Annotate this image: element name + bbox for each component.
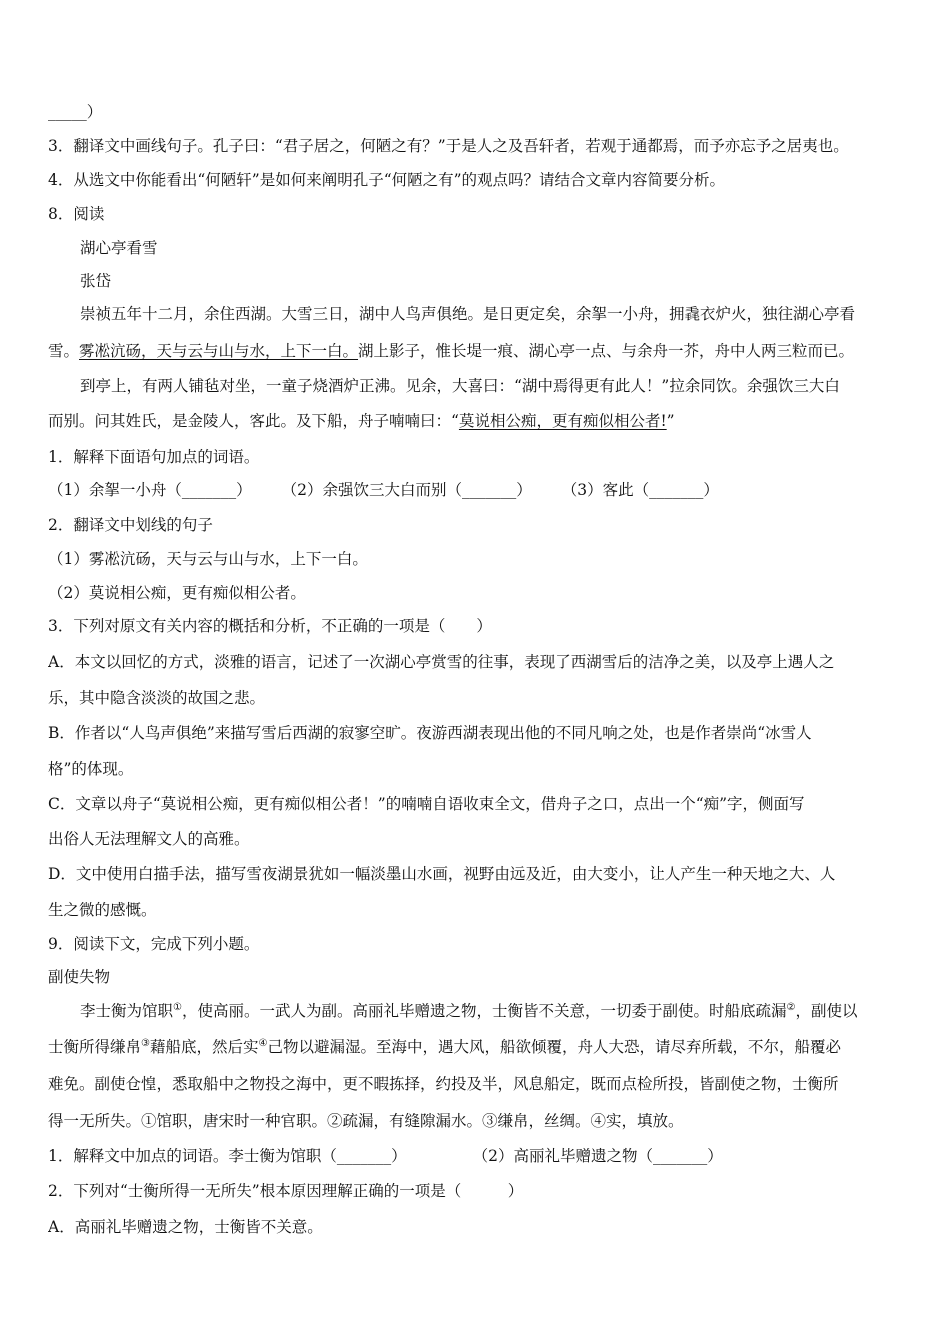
q8-passage-p2-line2 xyxy=(48,410,920,432)
q8-text: 而别。问其姓氏，是金陵人，客此。及下船，舟子喃喃曰：“ xyxy=(48,412,459,430)
q7-subquestion-3: 3．翻译文中画线句子。孔子曰：“君子居之，何陋之有？”于是人之及吾轩者，若观于通都焉，而予亦忘予之居夷也。 xyxy=(48,137,849,155)
q8-subquestion-3: 3．下列对原文有关内容的概括和分析，不正确的一项是（ ） xyxy=(48,617,492,635)
q8-passage-title: 湖心亭看雪 xyxy=(80,239,158,257)
q8-passage-p1-line1: 崇祯五年十二月，余住西湖。大雪三日，湖中人鸟声俱绝。是日更定矣，余挐一小舟，拥毳衣炉火，独往湖心亭看 xyxy=(80,305,856,323)
q8-option-a-line2: 乐，其中隐含淡淡的故国之悲。 xyxy=(48,689,266,707)
q8-subquestion-1: 1．解释下面语句加点的词语。 xyxy=(48,448,260,466)
q9-passage-line2 xyxy=(48,1036,920,1058)
footnote-mark-3: ③ xyxy=(141,1037,150,1049)
q8-subquestion-1-items xyxy=(48,479,920,501)
q9-subquestion-2: 2．下列对“士衡所得一无所失”根本原因理解正确的一项是（ ） xyxy=(48,1182,524,1200)
q8-s1-item-2: （2）余强饮三大白而别（_______） xyxy=(281,481,532,499)
q8-underlined-sentence-2: 莫说相公痴，更有痴似相公者! xyxy=(458,412,667,430)
q8-passage-author: 张岱 xyxy=(80,272,112,290)
q9-passage-line1 xyxy=(80,1000,920,1022)
q8-s1-item-1: （1）余挐一小舟（_______） xyxy=(48,481,252,499)
q9-text: 己物以避漏湿。至海中，遇大风，船欲倾覆，舟人大恐，请尽弃所载，不尔，船覆必 xyxy=(267,1038,841,1056)
q8-passage-p1-line2 xyxy=(48,340,920,362)
q8-option-a-line1: A．本文以回忆的方式，淡雅的语言，记述了一次湖心亭赏雪的往事，表现了西湖雪后的洁净之美，以及亭上遇人之 xyxy=(48,653,835,671)
q9-text: 李士衡为馆职 xyxy=(80,1002,174,1020)
q7-subquestion-4: 4．从选文中你能看出“何陋轩”是如何来阐明孔子“何陋之有”的观点吗？请结合文章内容简要分析。 xyxy=(48,171,726,189)
q8-option-b-line1: B．作者以“人鸟声俱绝”来描写雪后西湖的寂寥空旷。夜游西湖表现出他的不同凡响之处，也是作者崇尚“冰雪人 xyxy=(48,724,812,742)
q9-text: ，副使以 xyxy=(795,1002,858,1020)
q8-option-c-line1: C．文章以舟子“莫说相公痴，更有痴似相公者！”的喃喃自语收束全文，借舟子之口，点出一个“痴”字，侧面写 xyxy=(48,795,805,813)
q8-text: 雪。 xyxy=(48,342,80,360)
q9-heading: 9．阅读下文，完成下列小题。 xyxy=(48,935,260,953)
q8-option-c-line2: 出俗人无法理解文人的高雅。 xyxy=(48,830,250,848)
footnote-mark-4: ④ xyxy=(258,1037,268,1049)
q8-subquestion-2: 2．翻译文中划线的句子 xyxy=(48,516,213,534)
q8-underlined-sentence-1: 雾凇沆砀，天与云与山与水，上下一白。 xyxy=(79,342,359,360)
q8-subquestion-2-item-2: （2）莫说相公痴，更有痴似相公者。 xyxy=(48,584,306,602)
q7-blank-end: _____） xyxy=(48,103,103,121)
q9-option-a: A．高丽礼毕赠遗之物，士衡皆不关意。 xyxy=(48,1218,323,1236)
q9-subquestion-1 xyxy=(48,1145,920,1167)
q9-text: 士衡所得缣帛 xyxy=(48,1038,142,1056)
q8-heading: 8．阅读 xyxy=(48,205,105,223)
q9-s1-item-1: 1．解释文中加点的词语。李士衡为馆职（_______） xyxy=(48,1147,407,1165)
q8-option-d-line1: D．文中使用白描手法，描写雪夜湖景犹如一幅淡墨山水画，视野由远及近，由大变小，让人产生一种天地之大、人 xyxy=(48,865,836,883)
q9-passage-line4: 得一无所失。①馆职，唐宋时一种官职。②疏漏，有缝隙漏水。③缣帛，丝绸。④实，填放。 xyxy=(48,1112,684,1130)
q8-text: 湖上影子，惟长堤一痕、湖心亭一点、与余舟一芥，舟中人两三粒而已。 xyxy=(358,342,855,360)
q8-text: ” xyxy=(666,412,675,430)
q9-passage-title: 副使失物 xyxy=(48,968,111,986)
q8-subquestion-2-item-1: （1）雾凇沆砀，天与云与山与水，上下一白。 xyxy=(48,550,368,568)
q9-text: 藉船底，然后实 xyxy=(149,1038,259,1056)
q8-passage-p2-line1: 到亭上，有两人铺毡对坐，一童子烧酒炉正沸。见余，大喜曰：“湖中焉得更有此人！”拉余同饮。余强饮三大白 xyxy=(80,377,840,395)
footnote-mark-1: ① xyxy=(173,1001,182,1013)
q9-s1-item-2: （2）高丽礼毕赠遗之物（_______） xyxy=(472,1147,723,1165)
q8-s1-item-3: （3）客此（_______） xyxy=(561,481,719,499)
q8-option-b-line2: 格”的体现。 xyxy=(48,760,134,778)
footnote-mark-2: ② xyxy=(786,1001,796,1013)
q9-text: ，使高丽。一武人为副。高丽礼毕赠遗之物，士衡皆不关意，一切委于副使。时船底疏漏 xyxy=(181,1002,787,1020)
q9-passage-line3: 难免。副使仓惶，悉取船中之物投之海中，更不暇拣择，约投及半，风息船定，既而点检所投，皆副使之物，士衡所 xyxy=(48,1075,839,1093)
q8-option-d-line2: 生之微的感慨。 xyxy=(48,901,157,919)
